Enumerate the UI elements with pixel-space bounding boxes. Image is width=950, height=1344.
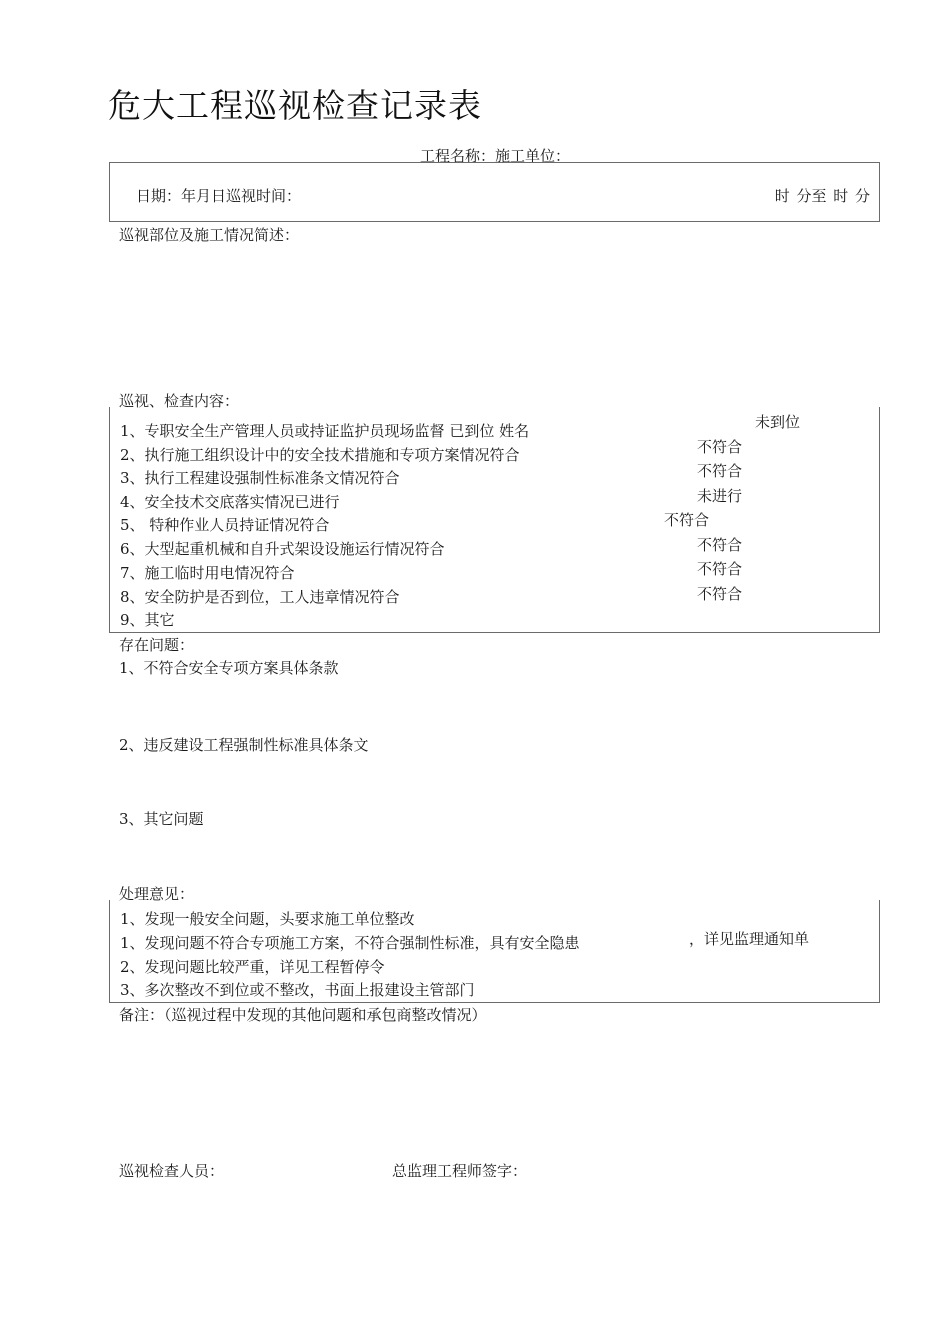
check-item-9: 9、其它 <box>120 611 175 629</box>
check-item-2: 2、执行施工组织设计中的安全技术措施和专项方案情况符合 <box>120 446 520 464</box>
time-range-label: 时 分至 时 分 <box>774 187 870 205</box>
handling-item-1: 1、发现一般安全问题，头要求施工单位整改 <box>120 910 415 928</box>
problem-item-3: 3、其它问题 <box>119 810 204 828</box>
check-status-3: 不符合 <box>697 462 743 480</box>
check-item-4: 4、安全技术交底落实情况已进行 <box>120 493 340 511</box>
handling-item-4: 3、多次整改不到位或不整改，书面上报建设主管部门 <box>120 981 475 999</box>
page-title: 危大工程巡视检查记录表 <box>108 86 482 125</box>
date-label: 日期：年月日巡视时间： <box>136 187 302 205</box>
check-item-5: 5、 特种作业人员持证情况符合 <box>120 516 330 534</box>
overview-label: 巡视部位及施工情况简述： <box>119 226 300 244</box>
problem-item-1: 1、不符合安全专项方案具体条款 <box>119 659 339 677</box>
remarks-label: 备注：（巡视过程中发现的其他问题和承包商整改情况） <box>119 1006 487 1024</box>
checks-box <box>109 407 880 633</box>
check-top-status: 未到位 <box>755 413 801 431</box>
check-status-8: 不符合 <box>697 585 743 603</box>
check-status-6: 不符合 <box>697 536 743 554</box>
check-item-1: 1、专职安全生产管理人员或持证监护员现场监督 已到位 姓名 <box>120 422 530 440</box>
check-item-3: 3、执行工程建设强制性标准条文情况符合 <box>120 469 400 487</box>
project-name-line: 工程名称：施工单位： <box>420 147 571 165</box>
date-time-box <box>109 162 880 222</box>
handling-item-3: 2、发现问题比较严重，详见工程暂停令 <box>120 958 385 976</box>
handling-side-note: ，详见监理通知单 <box>689 930 810 948</box>
handling-box <box>109 900 880 1003</box>
check-status-4: 未进行 <box>697 487 743 505</box>
check-item-7: 7、施工临时用电情况符合 <box>120 564 295 582</box>
check-status-5: 不符合 <box>664 511 710 529</box>
problems-label: 存在问题： <box>119 636 195 654</box>
inspector-signature-label: 巡视检查人员： <box>119 1162 225 1180</box>
check-item-6: 6、大型起重机械和自升式架设设施运行情况符合 <box>120 540 445 558</box>
check-status-7: 不符合 <box>697 560 743 578</box>
problem-item-2: 2、违反建设工程强制性标准具体条文 <box>119 736 369 754</box>
chief-signature-label: 总监理工程师签字： <box>392 1162 528 1180</box>
checks-label: 巡视、检查内容： <box>119 392 240 410</box>
check-item-8: 8、安全防护是否到位，工人违章情况符合 <box>120 588 400 606</box>
handling-item-2: 1、发现问题不符合专项施工方案，不符合强制性标准，具有安全隐患 <box>120 934 580 952</box>
check-status-2: 不符合 <box>697 438 743 456</box>
handling-label: 处理意见： <box>119 885 195 903</box>
